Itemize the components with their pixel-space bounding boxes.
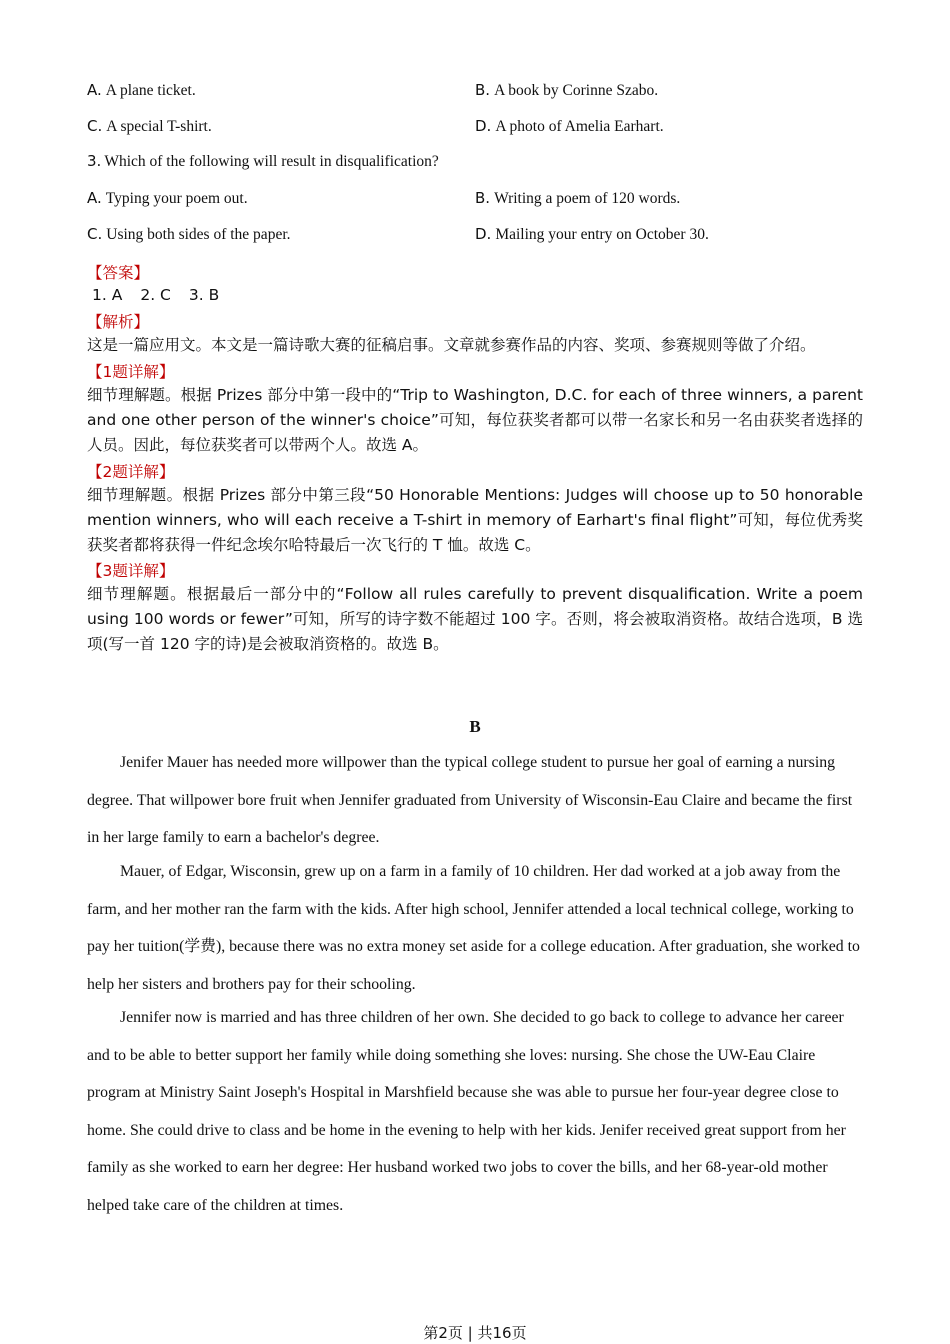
passage-paragraph-3: Jennifer now is married and has three children of her own. She decided to go back to college to advance her career and to be able to better support her family while doing something she loves: nursing. She chose the UW-Eau Claire program at Ministry Saint Joseph's Hospital in Marshfield because she was able to pursue her four-year degree close to home. She could drive to class and be home in the evening to help with her kids. Jenifer received great support from her family as she worked to earn her degree: Her husband worked two jobs to cover the bills, and her 68-year-old mother helped take care of the children at times.: [87, 1009, 846, 1214]
q3-option-d[interactable]: [475, 225, 709, 244]
q2-option-row-1: [87, 81, 867, 105]
detail-3-tag: 【3题详解】: [87, 562, 175, 580]
option-letter: C.: [87, 117, 103, 135]
answer-item: 3. B: [188, 286, 220, 304]
q3-option-a[interactable]: [87, 189, 248, 208]
detail-1-tag: 【1题详解】: [87, 363, 175, 381]
passage-paragraph-2: Mauer, of Edgar, Wisconsin, grew up on a farm in a family of 10 children. Her dad worked at a job away from the farm, and her mother ran the farm with the kids. After high school, Jennifer attended a local technical college, working to pay her tuition(学费), because there was no extra money set aside for a college education. After graduation, she worked to help her sisters and brothers pay for their schooling.: [87, 863, 860, 993]
option-text: Typing your poem out.: [105, 190, 248, 207]
analysis-tag: 【解析】: [87, 313, 150, 331]
option-letter: C.: [87, 225, 103, 243]
option-letter: B.: [475, 81, 491, 99]
section-heading: B: [469, 717, 481, 736]
detail-2-text: 细节理解题。根据 Prizes 部分中第三段“50 Honorable Mentions: Judges will choose up to 50 honorable mention winners, who will each receive a T-shirt in memory of Earhart's final flight”可知，每位优秀奖获奖者都将获得一件纪念埃尔哈特最后一次飞行的 T 恤。故选 C。: [87, 486, 863, 554]
answer-list: [92, 286, 237, 304]
q2-option-b[interactable]: [475, 81, 658, 100]
option-text: Mailing your entry on October 30.: [495, 226, 709, 243]
option-text: Using both sides of the paper.: [106, 226, 291, 243]
answer-item: 2. C: [140, 286, 171, 304]
q2-option-d[interactable]: [475, 117, 664, 136]
option-text: A photo of Amelia Earhart.: [495, 118, 664, 135]
q2-option-a[interactable]: [87, 81, 196, 100]
detail-1-text: 细节理解题。根据 Prizes 部分中第一段中的“Trip to Washington, D.C. for each of three winners, a parent and one other person of the winner's choice”可知，每位获奖者都可以带一名家长和另一名由获奖者选择的人员。因此，每位获奖者可以带两个人。故选 A。: [87, 386, 863, 454]
option-letter: B.: [475, 189, 491, 207]
option-text: A special T-shirt.: [106, 118, 212, 135]
answer-item: 1. A: [92, 286, 123, 304]
q3-option-row-1: [87, 189, 867, 213]
question-3: [87, 152, 439, 171]
q2-option-row-2: [87, 117, 867, 141]
option-text: A plane ticket.: [105, 82, 196, 99]
option-letter: D.: [475, 225, 492, 243]
option-letter: A.: [87, 189, 102, 207]
q3-option-c[interactable]: [87, 225, 291, 244]
q2-option-c[interactable]: [87, 117, 212, 136]
detail-2-tag: 【2题详解】: [87, 463, 175, 481]
option-letter: A.: [87, 81, 102, 99]
question-text: Which of the following will result in disqualification?: [104, 153, 439, 170]
passage-paragraph-1: Jenifer Mauer has needed more willpower than the typical college student to pursue her goal of earning a nursing degree. That willpower bore fruit when Jennifer graduated from University of Wisconsin-Eau Claire and became the first in her large family to earn a bachelor's degree.: [87, 754, 853, 846]
answer-tag: 【答案】: [87, 264, 150, 282]
analysis-text: 这是一篇应用文。本文是一篇诗歌大赛的征稿启事。文章就参赛作品的内容、奖项、参赛规则等做了介绍。: [87, 336, 816, 354]
detail-3-text: 细节理解题。根据最后一部分中的“Follow all rules carefully to prevent disqualification. Write a poem using 100 words or fewer”可知，所写的诗字数不能超过 100 字。否则，将会被取消资格。故结合选项，B 选项(写一首 120 字的诗)是会被取消资格的。故选 B。: [87, 585, 863, 653]
q3-option-row-2: [87, 225, 867, 249]
option-text: A book by Corinne Szabo.: [494, 82, 659, 99]
option-text: Writing a poem of 120 words.: [494, 190, 681, 207]
option-letter: D.: [475, 117, 492, 135]
page-footer: 第2页 | 共16页: [423, 1324, 527, 1342]
question-number: 3.: [87, 152, 102, 170]
q3-option-b[interactable]: [475, 189, 680, 208]
